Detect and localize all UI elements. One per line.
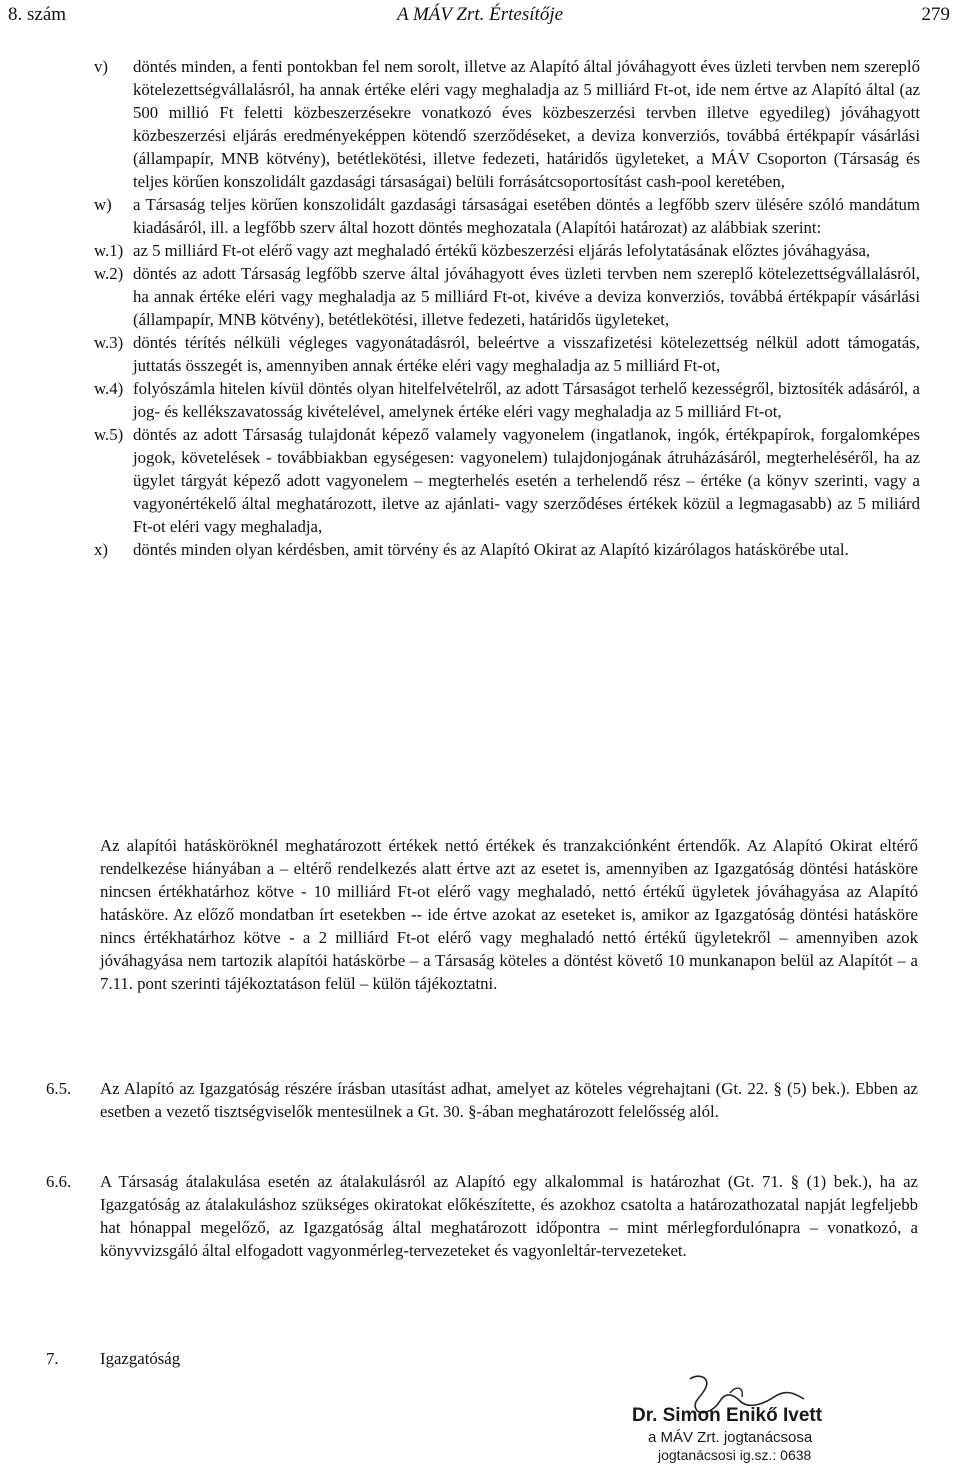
list-item xyxy=(94,239,920,262)
list-item-marker: w.2) xyxy=(94,264,124,283)
section-number: 7. xyxy=(46,1349,59,1368)
list-item-text: folyószámla hitelen kívül döntés olyan hitelfelvételről, az adott Társaságot terhelő kezességről, biztosíték adásáról, a jog- és kellékszavatosság kivételével, amelynek értéke eléri vagy meghaladja az 5 milliárd Ft-ot, xyxy=(133,379,920,421)
header-page-number: 279 xyxy=(921,4,950,25)
list-item-text: a Társaság teljes körűen konszolidált gazdasági társaságai esetében döntés a legfőbb szerv ülésére szóló mandátum kiadásáról, ill. a legfőbb szerv által hozott döntés meghozatala (Alapítói határozat) az alábbiak szerint: xyxy=(133,195,920,237)
list-item xyxy=(94,193,920,239)
list-item xyxy=(94,538,920,561)
stamp-title: a MÁV Zrt. jogtanácsosa xyxy=(648,1429,813,1446)
list-item xyxy=(94,331,920,377)
header-issue-number: 8. szám xyxy=(8,4,67,25)
list-item-marker: x) xyxy=(94,540,108,559)
section-text: Az Alapító az Igazgatóság részére írásban utasítást adhat, amelyet az köteles végrehajtani (Gt. 22. § (5) bek.). Ebben az esetben a vezető tisztségviselők mentesülnek a Gt. 30. §-ában meghatározott felelősség alól. xyxy=(100,1079,918,1121)
section-number: 6.5. xyxy=(46,1079,72,1098)
list-item xyxy=(94,55,920,193)
list-item xyxy=(94,377,920,423)
section-number: 6.6. xyxy=(46,1172,72,1191)
list-item-marker: w.1) xyxy=(94,241,124,260)
list-item-text: döntés térítés nélküli végleges vagyonátadásról, beleértve a visszafizetési kötelezettség nélkül adott támogatás, juttatás összegét is, amennyiben annak értéke eléri vagy meghaladja az 5 milliárd Ft-ot, xyxy=(133,333,920,375)
list-item-text: az 5 milliárd Ft-ot elérő vagy azt meghaladó értékű közbeszerzési eljárás lefolytatásának előztes jóváhagyása, xyxy=(133,241,871,260)
section-7-heading xyxy=(46,1347,918,1370)
list-item xyxy=(94,262,920,331)
list-item-text: döntés az adott Társaság legfőbb szerve által jóváhagyott éves üzleti tervben nem szereplő kötelezettségvállalásról, ha annak értéke eléri vagy meghaladja az 5 milliárd Ft-ot, kivéve a deviza konverziós, továbbá értékpapír vásárlási (állampapír, MNB kötvény), betétlekötési, illetve fedezeti, határidős ügyleteket, xyxy=(133,264,920,329)
list-item-marker: w.3) xyxy=(94,333,124,352)
alapitoi-hataskorok-paragraph: Az alapítói hatásköröknél meghatározott értékek nettó értékek és tranzakciónként értendők. Az Alapító Okirat eltérő rendelkezése hiányában a – eltérő rendelkezés alatt értve azt az esetet is, amennyiben az Igazgatóság döntési hatásköre nincsen értékhatárhoz kötve - 10 milliárd Ft-ot elérő vagy meghaladó, nettó értékű ügyletek jóváhagyása az Alapító hatásköre. Az előző mondatban írt esetekben -- ide értve azokat az eseteket is, amikor az Igazgatóság döntési hatásköre nincs értékhatárhoz kötve - a 2 milliárd Ft-ot elérő vagy meghaladó nettó értékű ügyletekről – amennyiben azok jóváhagyása nem tartozik alapítói hatáskörbe – a Társaság köteles a döntést követő 10 munkanapon belül az Alapítót – a 7.11. pont szerinti tájékoztatáson felül – külön tájékoztatni. xyxy=(100,836,918,993)
list-item xyxy=(94,423,920,538)
decision-list xyxy=(94,55,920,561)
header-journal-title: A MÁV Zrt. Értesítője xyxy=(396,4,564,25)
stamp-name: Dr. Simon Enikő Ivett xyxy=(632,1405,823,1426)
section-title: Igazgatóság xyxy=(100,1349,181,1368)
section-text: A Társaság átalakulása esetén az átalakulásról az Alapító egy alkalommal is határozhat (Gt. 71. § (1) bek.), ha az Igazgatóság az átalakuláshoz szükséges okiratokat előkészítette, és azokhoz csatolta a határozathozatal napját legfeljebb hat hónappal megelőző, az Igazgatóság által meghatározott időpontra – mint mérlegfordulónapra – vonatkozó, a könyvvizsgáló által elfogadott vagyonmérleg-tervezeteket és vagyonleltár-tervezeteket. xyxy=(100,1172,918,1260)
stamp-registration: jogtanácsosi ig.sz.: 0638 xyxy=(658,1447,812,1463)
section-6-5 xyxy=(46,1077,918,1123)
list-item-text: döntés minden, a fenti pontokban fel nem sorolt, illetve az Alapító által jóváhagyott éves üzleti tervben nem szereplő kötelezettségvállalásról, ha annak értéke eléri vagy meghaladja az 5 milliárd Ft-ot, ide nem értve az Alapító által (az 500 millió Ft feletti közbeszerzésekre vonatkozó éves közbeszerzési tervben illetve egyedileg) jóváhagyott közbeszerzési eljárás eredményeképpen kötendő szerződéseket, a deviza konverziós, továbbá értékpapír vásárlási (állampapír, MNB kötvény), betétlekötési, illetve fedezeti, határidős ügyleteket, a MÁV Csoporton (Társaság és teljes körűen konszolidált gazdasági társaságai) belüli forrásátcsoportosítást cash-pool keretében, xyxy=(133,57,920,191)
section-6-6 xyxy=(46,1170,918,1262)
list-item-text: döntés az adott Társaság tulajdonát képező valamely vagyonelem (ingatlanok, ingók, értékpapírok, forgalomképes jogok, követelések - továbbiakban egységesen: vagyonelem) tulajdonjogának átruházásáról, megterheléséről, ha az ügylet tárgyát képező adott vagyonelem – megterhelés esetén a terhelendő rész – értéke (a könyv szerinti, vagy a vagyonértékelő által meghatározott, iletve az ajánlati- vagy szerződéses értékek közül a legmagasabb) az 5 miliárd Ft-ot eléri vagy meghaladja, xyxy=(133,425,920,536)
list-item-marker: w.5) xyxy=(94,425,124,444)
list-item-marker: w) xyxy=(94,195,112,214)
signature-stamp xyxy=(622,1375,862,1469)
list-item-text: döntés minden olyan kérdésben, amit törvény és az Alapító Okirat az Alapító kizárólagos hatáskörébe utal. xyxy=(133,540,849,559)
list-item-marker: w.4) xyxy=(94,379,124,398)
list-item-marker: v) xyxy=(94,57,108,76)
